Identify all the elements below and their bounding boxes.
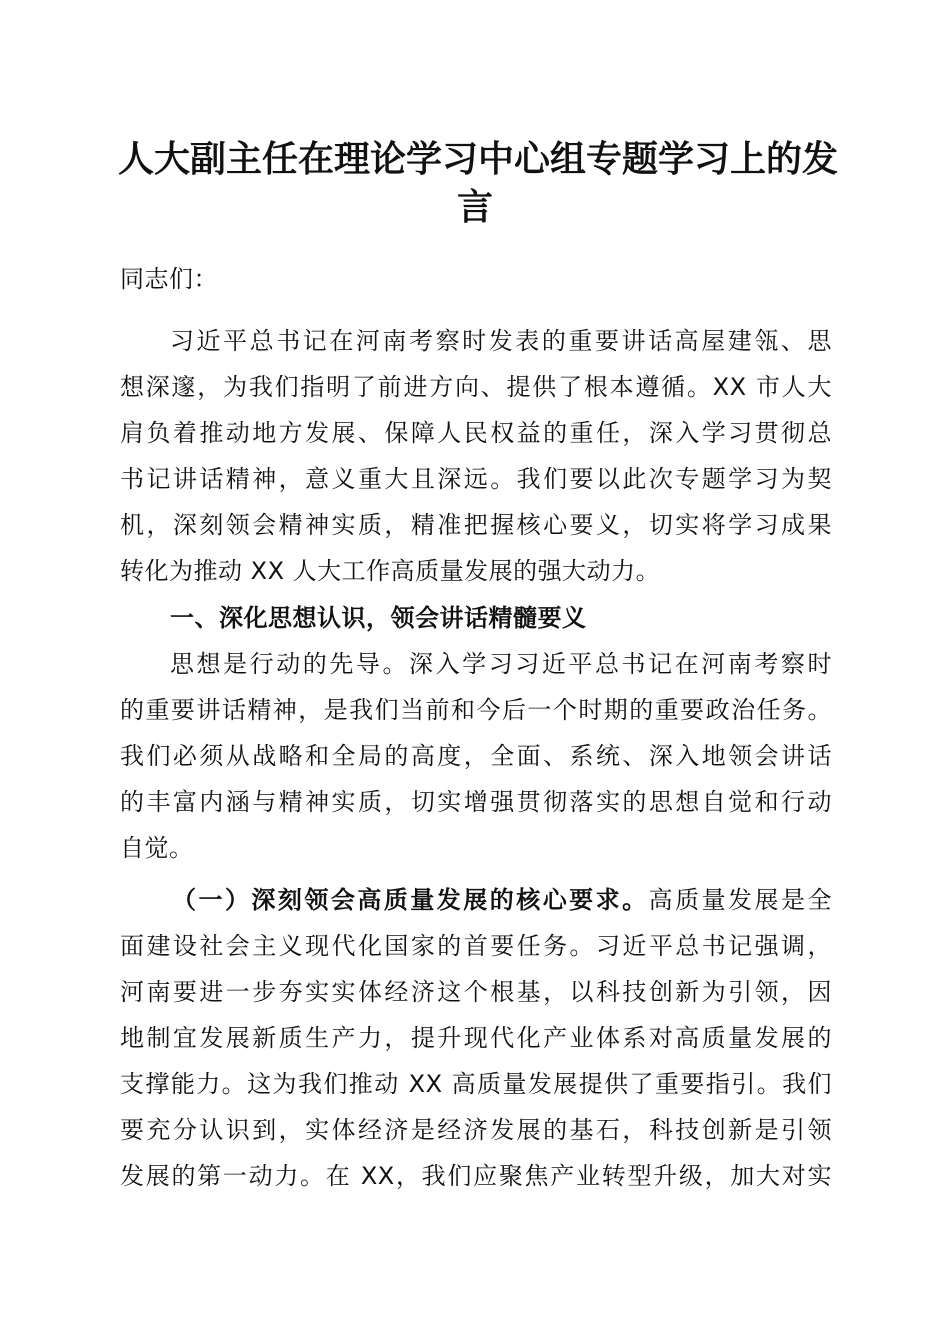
- paragraph-3-first-line: [172, 877, 832, 923]
- paragraph-1-line: 机，深刻领会精神实质，精准把握核心要义，切实将学习成果: [120, 511, 832, 539]
- paragraph-3-first-line-rest: 高质量发展是全: [648, 886, 832, 914]
- paragraph-1-line: 想深邃，为我们指明了前进方向、提供了根本遵循。XX 市人大: [120, 373, 832, 401]
- paragraph-1-line: 习近平总书记在河南考察时发表的重要讲话高屋建瓴、思: [170, 327, 832, 355]
- paragraph-3-line: 面建设社会主义现代化国家的首要任务。习近平总书记强调，: [120, 932, 832, 960]
- paragraph-3-line: 要充分认识到，实体经济是经济发展的基石，科技创新是引领: [120, 1116, 832, 1144]
- subsection-heading-1: （一）深刻领会高质量发展的核心要求。: [172, 886, 649, 914]
- paragraph-2-line: 的丰富内涵与精神实质，切实增强贯彻落实的思想自觉和行动: [120, 788, 832, 816]
- paragraph-1-line: 书记讲话精神，意义重大且深远。我们要以此次专题学习为契: [120, 465, 832, 493]
- document-title-line-1: 人大副主任在理论学习中心组专题学习上的发: [118, 138, 839, 180]
- paragraph-2-line: 自觉。: [120, 834, 194, 862]
- paragraph-1-line: 肩负着推动地方发展、保障人民权益的重任，深入学习贯彻总: [120, 419, 832, 447]
- paragraph-3-line: 支撑能力。这为我们推动 XX 高质量发展提供了重要指引。我们: [120, 1070, 832, 1098]
- salutation: 同志们：: [120, 265, 218, 293]
- paragraph-3-line: 发展的第一动力。在 XX，我们应聚焦产业转型升级，加大对实: [120, 1162, 832, 1190]
- paragraph-3-line: 地制宜发展新质生产力，提升现代化产业体系对高质量发展的: [120, 1024, 832, 1052]
- section-heading-1: 一、深化思想认识，领会讲话精髓要义: [170, 604, 587, 632]
- document-title-line-2: 言: [456, 186, 493, 228]
- paragraph-2-line: 的重要讲话精神，是我们当前和今后一个时期的重要政治任务。: [120, 696, 832, 724]
- paragraph-3-line: 河南要进一步夯实实体经济这个根基，以科技创新为引领，因: [120, 978, 832, 1006]
- paragraph-2-line: 思想是行动的先导。深入学习习近平总书记在河南考察时: [170, 650, 832, 678]
- paragraph-2-line: 我们必须从战略和全局的高度，全面、系统、深入地领会讲话: [120, 742, 832, 770]
- paragraph-1-line: 转化为推动 XX 人大工作高质量发展的强大动力。: [120, 557, 661, 585]
